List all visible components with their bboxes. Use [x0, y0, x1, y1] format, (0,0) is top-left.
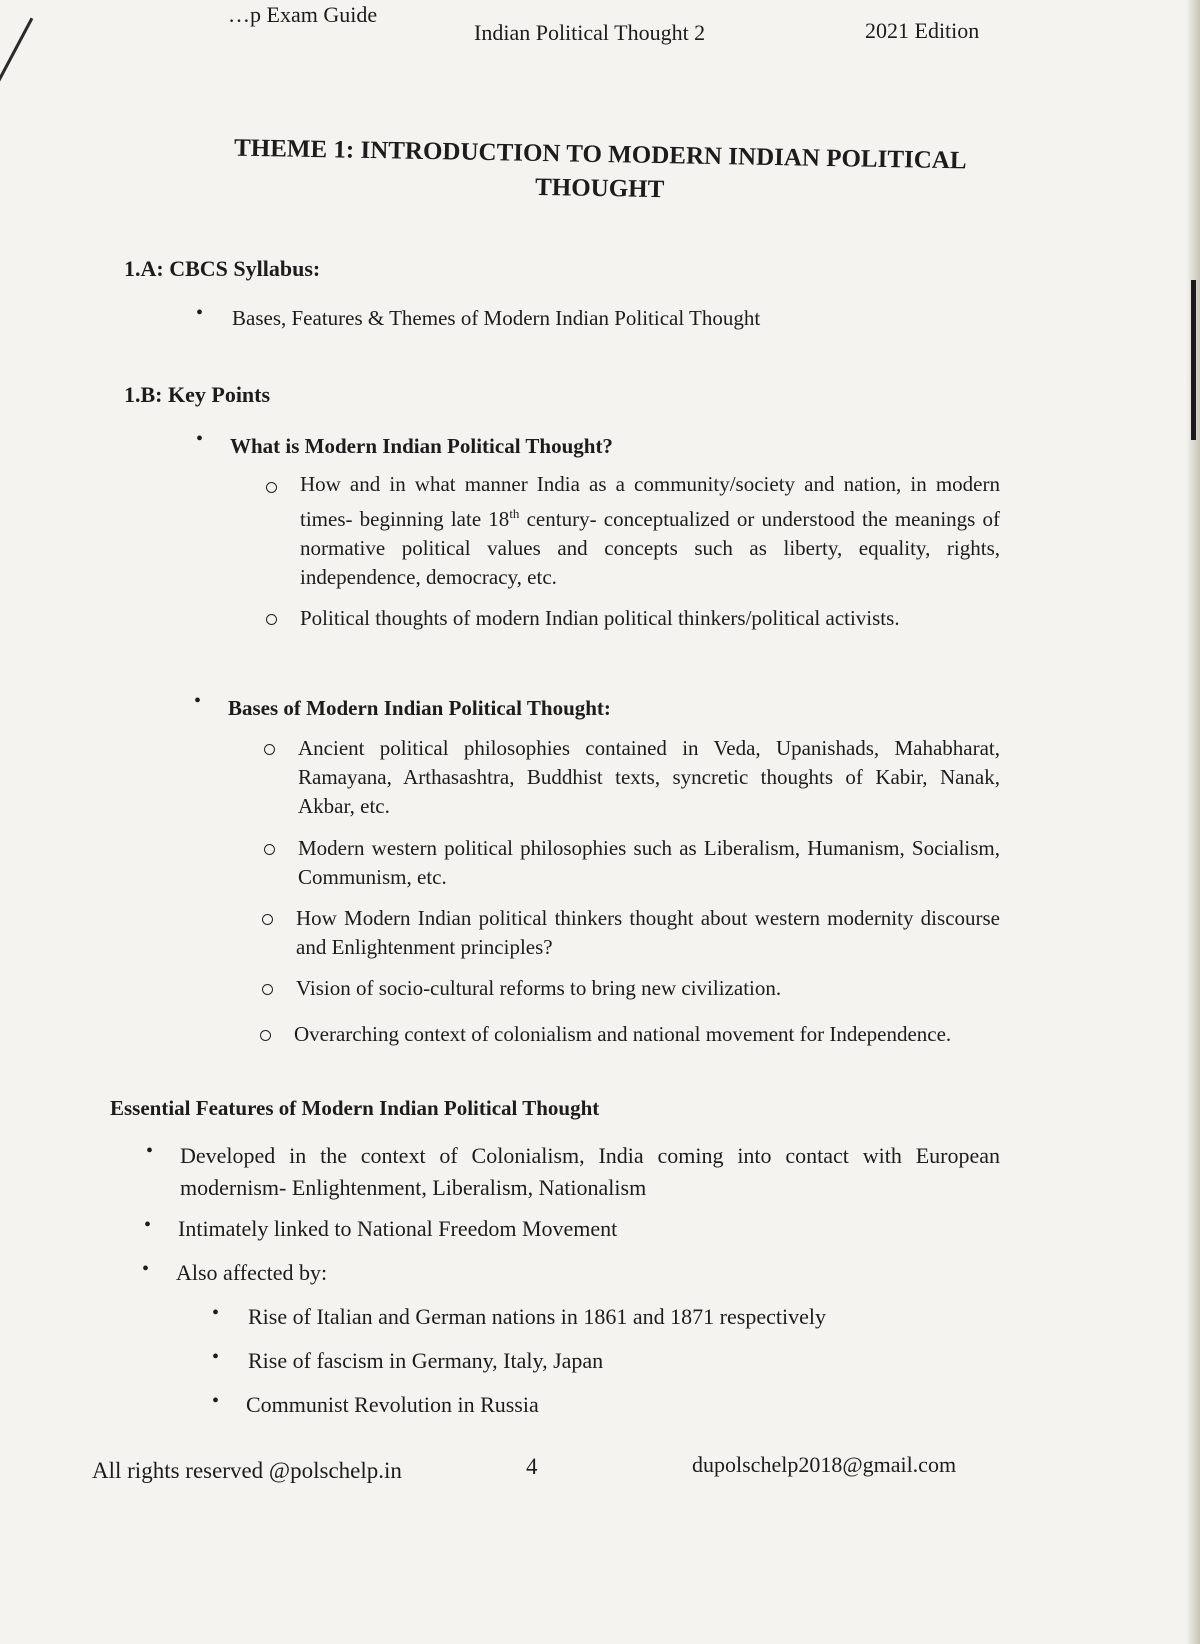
- circle-bullet: [262, 914, 273, 925]
- bullet-dot: •: [212, 1390, 220, 1412]
- circle-bullet: [266, 614, 277, 625]
- feature-item: Developed in the context of Colonialism, India coming into contact with European modernism- Enlightenment, Liberalism, Nationalism: [180, 1143, 1000, 1200]
- circle-bullet: [260, 1030, 271, 1041]
- footer-email: dupolschelp2018@gmail.com: [692, 1452, 957, 1477]
- circle-bullet: [266, 482, 277, 493]
- feature-sub-item: Rise of fascism in Germany, Italy, Japan: [248, 1348, 604, 1373]
- feature-sub-item: Communist Revolution in Russia: [246, 1392, 539, 1417]
- binding-mark: [1191, 280, 1196, 440]
- bullet-dot: •: [142, 1258, 150, 1280]
- footer-rights: All rights reserved @polschelp.in: [92, 1458, 402, 1483]
- section-b-heading: 1.B: Key Points: [124, 382, 271, 407]
- feature-item: Also affected by:: [176, 1260, 328, 1285]
- page-number: 4: [526, 1454, 538, 1479]
- essential-features-heading: Essential Features of Modern Indian Political Thought: [110, 1096, 600, 1120]
- key-point: Modern western political philosophies such as Liberalism, Humanism, Socialism, Communism, etc.: [298, 836, 1000, 889]
- header-edition: 2021 Edition: [865, 18, 980, 43]
- bullet-dot: •: [144, 1214, 152, 1236]
- page-binding-edge: [1186, 0, 1200, 1644]
- header-course: Indian Political Thought 2: [474, 20, 706, 45]
- circle-bullet: [264, 844, 275, 855]
- key-point: How Modern Indian political thinkers thought about western modernity discourse and Enlightenment principles?: [296, 906, 1000, 959]
- bullet-dot: •: [212, 1302, 220, 1324]
- bullet-dot: •: [212, 1346, 220, 1368]
- section-a-heading: 1.A: CBCS Syllabus:: [124, 256, 321, 281]
- bullet-dot: •: [194, 690, 202, 712]
- group-title-bases: Bases of Modern Indian Political Thought:: [228, 696, 611, 720]
- bullet-dot: •: [196, 428, 204, 450]
- feature-sub-item: Rise of Italian and German nations in 1861 and 1871 respectively: [248, 1304, 826, 1329]
- bullet-dot: •: [146, 1140, 154, 1162]
- key-point: Vision of socio-cultural reforms to bring new civilization.: [296, 976, 782, 1000]
- feature-item: Intimately linked to National Freedom Movement: [178, 1216, 618, 1241]
- syllabus-item: Bases, Features & Themes of Modern Indian Political Thought: [232, 306, 761, 330]
- circle-bullet: [264, 744, 275, 755]
- theme-title: THEME 1: INTRODUCTION TO MODERN INDIAN POLITICAL THOUGHT: [233, 134, 967, 204]
- key-point: Overarching context of colonialism and national movement for Independence.: [294, 1022, 952, 1046]
- key-point: Political thoughts of modern Indian political thinkers/political activists.: [300, 606, 900, 630]
- key-point: Ancient political philosophies contained in Veda, Upanishads, Mahabharat, Ramayana, Arthasashtra, Buddhist texts, syncretic thoughts of Kabir, Nanak, Akbar, etc.: [298, 736, 1000, 818]
- page-header: [0, 2, 1200, 48]
- bullet-dot: •: [196, 302, 204, 324]
- group-title-what-is: What is Modern Indian Political Thought?: [230, 434, 613, 458]
- key-point: How and in what manner India as a community/society and nation, in modern times- beginning late 18th century- conceptualized or understood the meanings of normative political values and concepts such as liberty, equality, rights, independence, democracy, etc.: [300, 472, 1000, 589]
- circle-bullet: [262, 984, 273, 995]
- header-guide: …p Exam Guide: [228, 2, 378, 27]
